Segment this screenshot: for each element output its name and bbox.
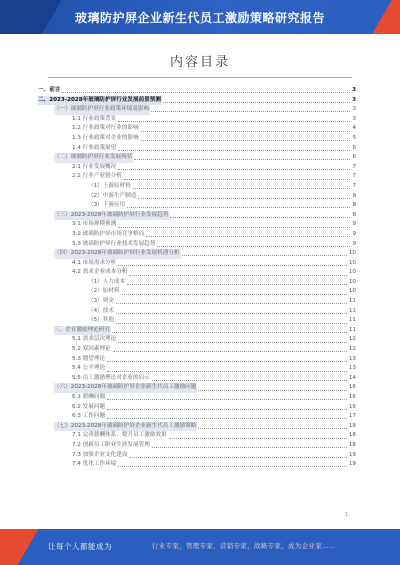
toc-entry-page: 3 — [352, 106, 356, 113]
toc-entry-page: 19 — [348, 461, 356, 468]
toc-entry-label: 7.4 优化工作环境 — [72, 460, 117, 470]
toc-entry-page: 10 — [348, 288, 356, 295]
toc-entry-page: 10 — [348, 259, 356, 266]
toc-leader-dots — [127, 280, 347, 285]
toc-leader-dots — [122, 290, 347, 295]
toc-entry-page: 10 — [348, 278, 356, 285]
toc-entry[interactable] — [38, 412, 356, 422]
toc-entry-page: 14 — [348, 374, 356, 381]
toc-leader-dots — [198, 386, 347, 391]
toc-entry-page: 19 — [348, 451, 356, 458]
toc-entry-page: 9 — [352, 221, 356, 228]
toc-leader-dots — [116, 309, 347, 314]
toc-entry-label: （七）2023-2028年玻璃防护屏企业新生代员工激励策略 — [54, 422, 197, 432]
page-number: 1 — [345, 512, 349, 518]
toc-entry-page: 3 — [352, 115, 356, 122]
toc-entry-page: 10 — [348, 269, 356, 276]
toc-entry-page: 13 — [348, 365, 356, 372]
toc-entry-label: （2）中游生产制造 — [88, 192, 137, 202]
toc-entry-label: 3.1 市场规模预测 — [72, 220, 117, 230]
toc-entry-page: 13 — [348, 355, 356, 362]
toc-entry[interactable] — [38, 278, 356, 288]
toc-leader-dots — [152, 376, 347, 381]
toc-entry-label: 5.3 期望理论 — [72, 355, 106, 365]
toc-leader-dots — [133, 184, 351, 189]
toc-leader-dots — [163, 98, 350, 103]
toc-entry-label: （1）上游原材料 — [88, 182, 132, 192]
toc-entry[interactable] — [38, 326, 356, 336]
toc-entry-label: （3）资金 — [88, 297, 115, 307]
toc-leader-dots — [118, 117, 350, 122]
toc-entry-label: （5）其他 — [88, 316, 115, 326]
toc-entry-label: 三、企业激励理论研究 — [54, 326, 111, 336]
footer-decoration — [0, 529, 38, 565]
toc-entry-page: 7 — [352, 163, 356, 170]
footer-banner — [0, 529, 400, 565]
toc-leader-dots — [118, 146, 350, 151]
toc-entry-page: 8 — [352, 211, 356, 218]
toc-leader-dots — [152, 443, 347, 448]
toc-leader-dots — [116, 319, 347, 324]
toc-entry-label: （一）玻璃防护屏行业政策环境及影响 — [54, 105, 150, 115]
toc-leader-dots — [138, 194, 350, 199]
toc-entry-page: 7 — [352, 173, 356, 180]
toc-entry[interactable] — [38, 383, 356, 393]
toc-entry[interactable] — [38, 240, 356, 250]
toc-leader-dots — [134, 155, 350, 160]
toc-leader-dots — [62, 88, 350, 93]
toc-entry-label: 5.4 公平理论 — [72, 364, 106, 374]
toc-entry[interactable] — [38, 403, 356, 413]
toc-entry-page: 10 — [348, 250, 356, 257]
toc-entry[interactable] — [38, 153, 356, 163]
toc-leader-dots — [146, 232, 350, 237]
toc-entry[interactable] — [38, 307, 356, 317]
toc-entry-label: 4.1 市场需求分析 — [72, 259, 117, 269]
toc-entry-page: 4 — [352, 125, 356, 132]
toc-entry[interactable] — [38, 249, 356, 259]
toc-entry-label: 7.2 创新员工职业生涯发展管理 — [72, 441, 151, 451]
toc-leader-dots — [107, 357, 347, 362]
toc-entry-page: 8 — [352, 192, 356, 199]
toc-entry-label: 1.2 行业政策对行业的影响 — [72, 124, 140, 134]
toc-entry-page: 17 — [348, 413, 356, 420]
toc-leader-dots — [113, 347, 347, 352]
toc-entry[interactable] — [38, 220, 356, 230]
toc-entry-label: （二）玻璃防护屏行业发展现状 — [54, 153, 133, 163]
toc-entry[interactable] — [38, 134, 356, 144]
toc-entry-label: （2）原材料 — [88, 287, 121, 297]
toc-entry[interactable] — [38, 259, 356, 269]
toc-entry[interactable] — [38, 460, 356, 470]
toc-leader-dots — [107, 395, 347, 400]
toc-entry-label: （四）2023-2028年玻璃防护屏行业发展机遇分析 — [54, 249, 181, 259]
toc-entry-page: 11 — [348, 326, 356, 333]
toc-entry-label: （4）技术 — [88, 307, 115, 317]
toc-entry-label: 2.2 行业产业链分析 — [72, 172, 123, 182]
toc-entry-label: （3）下游应用 — [88, 201, 126, 211]
heading-divider — [48, 77, 352, 78]
toc-entry[interactable] — [38, 364, 356, 374]
toc-entry[interactable] — [38, 163, 356, 173]
toc-entry[interactable] — [38, 441, 356, 451]
toc-entry[interactable] — [38, 374, 356, 384]
toc-leader-dots — [129, 271, 346, 276]
toc-entry-label: （六）2023-2028年玻璃防护屏企业新生代员工激励问题 — [54, 383, 197, 393]
toc-leader-dots — [107, 405, 347, 410]
toc-entry[interactable] — [38, 105, 356, 115]
toc-entry[interactable] — [38, 297, 356, 307]
toc-entry[interactable] — [38, 230, 356, 240]
toc-leader-dots — [170, 213, 350, 218]
toc-entry[interactable] — [38, 124, 356, 134]
toc-leader-dots — [118, 261, 347, 266]
toc-entry-label: 5.5 员工激励理论对企业的启示 — [72, 374, 151, 384]
toc-entry-page: 9 — [352, 240, 356, 247]
toc-entry-label: 二、2023-2028年玻璃防护屏行业发展前景预测 — [38, 96, 162, 106]
footer-slogan-right: 行业专家，管理专家，营销专家，战略专家，成为企业家…… — [152, 542, 336, 550]
toc-leader-dots — [124, 175, 351, 180]
toc-entry[interactable] — [38, 182, 356, 192]
toc-leader-dots — [198, 424, 347, 429]
toc-leader-dots — [157, 242, 350, 247]
toc-entry-label: 1.1 行业政策背景 — [72, 115, 117, 125]
toc-entry-page: 8 — [352, 202, 356, 209]
toc-entry[interactable] — [38, 287, 356, 297]
toc-entry[interactable] — [38, 192, 356, 202]
toc-entry[interactable] — [38, 201, 356, 211]
toc-leader-dots — [112, 328, 347, 333]
toc-entry-label: 2.1 行业发展概况 — [72, 163, 117, 173]
toc-leader-dots — [118, 338, 347, 343]
toc-entry[interactable] — [38, 96, 356, 106]
toc-leader-dots — [129, 453, 346, 458]
toc-entry-label: 1.3 行业政策对企业的影响 — [72, 134, 140, 144]
toc-entry-page: 6 — [352, 154, 356, 161]
toc-entry-page: 11 — [348, 298, 356, 305]
toc-entry-label: 6.2 发展问题 — [72, 403, 106, 413]
toc-leader-dots — [118, 223, 350, 228]
toc-entry-label: 3.3 玻璃防护屏行业技术发展趋势 — [72, 240, 156, 250]
toc-entry[interactable] — [38, 86, 356, 96]
toc-entry-page: 18 — [348, 422, 356, 429]
toc-entry[interactable] — [38, 268, 356, 278]
toc-leader-dots — [182, 251, 347, 256]
toc-entry[interactable] — [38, 115, 356, 125]
toc-leader-dots — [141, 127, 351, 132]
toc-entry-label: 4.2 需求企业成本分析 — [72, 268, 128, 278]
toc-leader-dots — [141, 136, 351, 141]
toc-leader-dots — [118, 462, 347, 467]
toc-entry-label: 7.1 完善薪酬体系，提升员工激励效果 — [72, 431, 168, 441]
toc-entry-page: 18 — [348, 441, 356, 448]
toc-entry-page: 3 — [352, 96, 356, 103]
toc-entry-page: 11 — [348, 307, 356, 314]
toc-entry[interactable] — [38, 335, 356, 345]
toc-entry-label: 一、前言 — [38, 86, 61, 96]
toc-leader-dots — [107, 414, 347, 419]
toc-entry-page: 16 — [348, 384, 356, 391]
toc-entry-page: 16 — [348, 403, 356, 410]
toc-entry-label: 6.3 工作问题 — [72, 412, 106, 422]
toc-entry[interactable] — [38, 393, 356, 403]
toc-leader-dots — [169, 434, 347, 439]
toc-entry-page: 18 — [348, 432, 356, 439]
toc-entry-label: 3.2 玻璃防护屏市场竞争格局 — [72, 230, 145, 240]
toc-entry-page: 6 — [352, 144, 356, 151]
footer-slogan-left: 让每个人都能成为 — [48, 542, 112, 551]
toc-entry-label: 6.1 薪酬问题 — [72, 393, 106, 403]
toc-entry[interactable] — [38, 422, 356, 432]
toc-entry-page: 12 — [348, 346, 356, 353]
toc-entry[interactable] — [38, 451, 356, 461]
toc-entry-label: （三）2023-2028年玻璃防护屏行业发展趋势 — [54, 211, 169, 221]
toc-entry[interactable] — [38, 172, 356, 182]
toc-entry[interactable] — [38, 144, 356, 154]
toc-entry-label: （1）人力成本 — [88, 278, 126, 288]
toc-entry-page: 7 — [352, 182, 356, 189]
toc-entry-label: 7.3 加强企业文化建设 — [72, 451, 128, 461]
report-title: 玻璃防护屏企业新生代员工激励策略研究报告 — [74, 11, 325, 25]
toc-entry-page: 3 — [352, 87, 356, 93]
toc-leader-dots — [127, 203, 350, 208]
toc-entry[interactable] — [38, 355, 356, 365]
toc-entry-page: 9 — [352, 230, 356, 237]
toc-entry-label: 5.2 双因素理论 — [72, 345, 112, 355]
toc-entry-page: 11 — [348, 317, 356, 324]
toc-leader-dots — [118, 165, 350, 170]
toc-entry-label: 1.4 行业政策展望 — [72, 144, 117, 154]
toc-leader-dots — [116, 299, 347, 304]
table-of-contents — [38, 86, 356, 470]
header-banner — [0, 0, 400, 34]
toc-entry[interactable] — [38, 316, 356, 326]
toc-entry[interactable] — [38, 345, 356, 355]
toc-heading: 内容目录 — [169, 55, 230, 70]
toc-entry-page: 5 — [352, 134, 356, 141]
toc-entry[interactable] — [38, 431, 356, 441]
toc-leader-dots — [151, 107, 350, 112]
toc-leader-dots — [107, 367, 347, 372]
toc-entry-page: 16 — [348, 394, 356, 400]
toc-entry[interactable] — [38, 211, 356, 221]
toc-entry-label: 5.1 需求层次理论 — [72, 335, 117, 345]
toc-entry-page: 12 — [348, 336, 356, 343]
